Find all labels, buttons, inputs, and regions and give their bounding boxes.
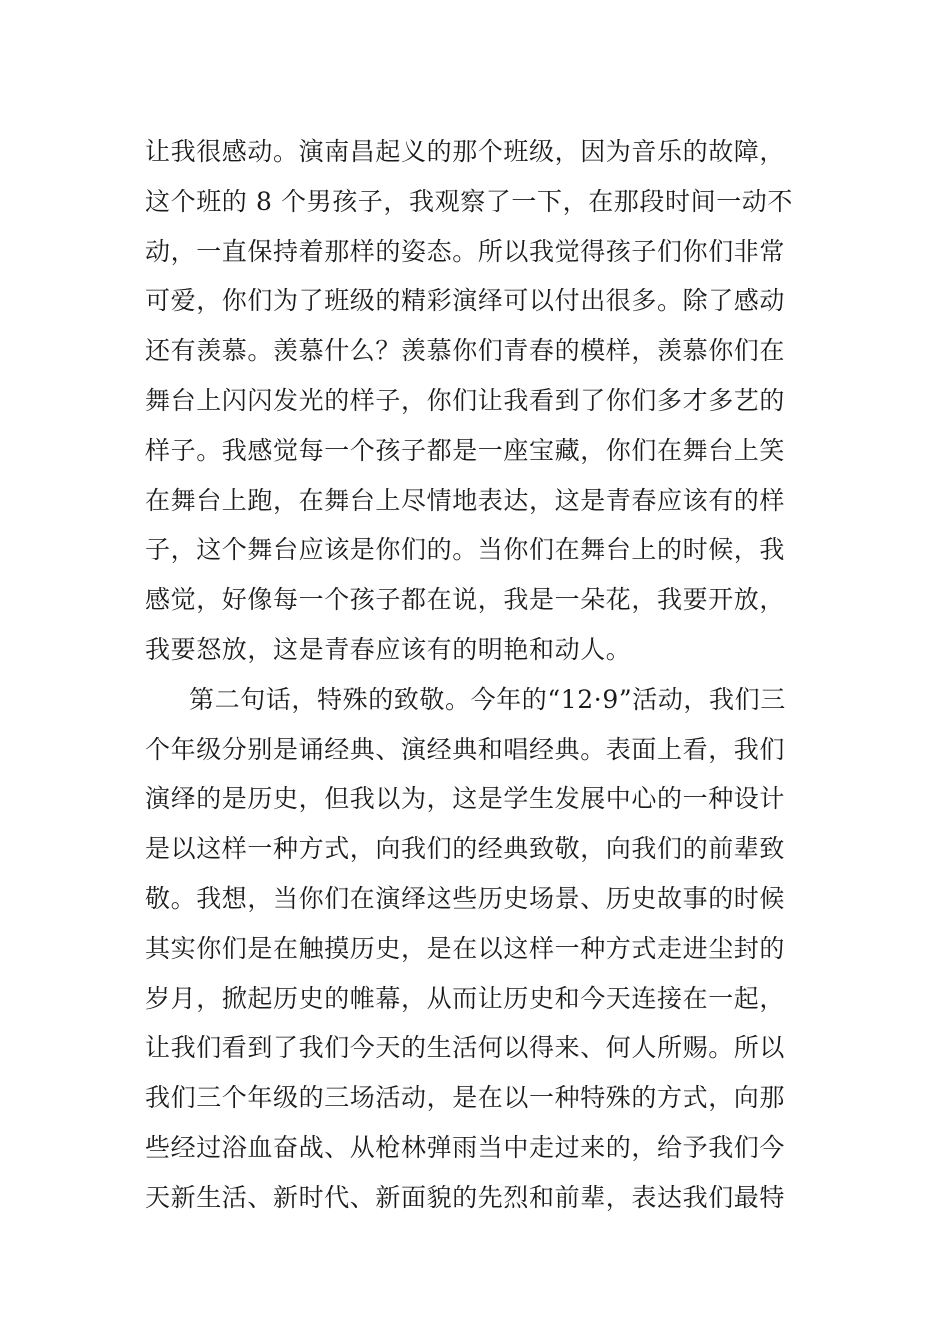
text-line: 让我很感动。演南昌起义的那个班级，因为音乐的故障， <box>145 137 786 166</box>
text-line: 天新生活、新时代、新面貌的先烈和前辈，表达我们最特 <box>145 1182 786 1212</box>
paragraph-2 <box>145 675 810 1223</box>
text-line: 这个班的 8 个男孩子，我观察了一下，在那段时间一动不 <box>145 186 794 216</box>
text-line: 个年级分别是诵经典、演经典和唱经典。表面上看，我们 <box>145 734 786 764</box>
text-line: 在舞台上跑，在舞台上尽情地表达，这是青春应该有的样 <box>145 485 786 515</box>
text-line: 其实你们是在触摸历史，是在以这样一种方式走进尘封的 <box>145 933 786 963</box>
text-line: 可爱，你们为了班级的精彩演绎可以付出很多。除了感动 <box>145 286 786 316</box>
text-line: 动，一直保持着那样的姿态。所以我觉得孩子们你们非常 <box>145 236 786 266</box>
text-line: 是以这样一种方式，向我们的经典致敬，向我们的前辈致 <box>145 834 786 864</box>
text-line: 岁月，掀起历史的帷幕，从而让历史和今天连接在一起， <box>145 983 786 1013</box>
text-line: 敬。我想，当你们在演绎这些历史场景、历史故事的时候 <box>145 883 786 913</box>
text-line: 我要怒放，这是青春应该有的明艳和动人。 <box>145 634 632 664</box>
text-line: 舞台上闪闪发光的样子，你们让我看到了你们多才多艺的 <box>145 385 786 415</box>
text-line: 我们三个年级的三场活动，是在以一种特殊的方式，向那 <box>145 1083 786 1113</box>
body-text <box>145 127 810 1223</box>
text-line: 还有羡慕。羡慕什么？羡慕你们青春的模样，羡慕你们在 <box>145 336 786 366</box>
text-line: 些经过浴血奋战、从枪林弹雨当中走过来的，给予我们今 <box>145 1132 786 1162</box>
paragraph-1 <box>145 127 810 675</box>
text-line: 感觉，好像每一个孩子都在说，我是一朵花，我要开放， <box>145 585 786 615</box>
text-line: 演绎的是历史，但我以为，这是学生发展中心的一种设计 <box>145 784 786 814</box>
text-line: 样子。我感觉每一个孩子都是一座宝藏，你们在舞台上笑 <box>145 435 786 465</box>
text-line: 让我们看到了我们今天的生活何以得来、何人所赐。所以 <box>145 1033 786 1063</box>
text-line-indented: 第二句话，特殊的致敬。今年的“12·9”活动，我们三 <box>189 684 786 714</box>
text-line: 子，这个舞台应该是你们的。当你们在舞台上的时候，我 <box>145 535 786 565</box>
